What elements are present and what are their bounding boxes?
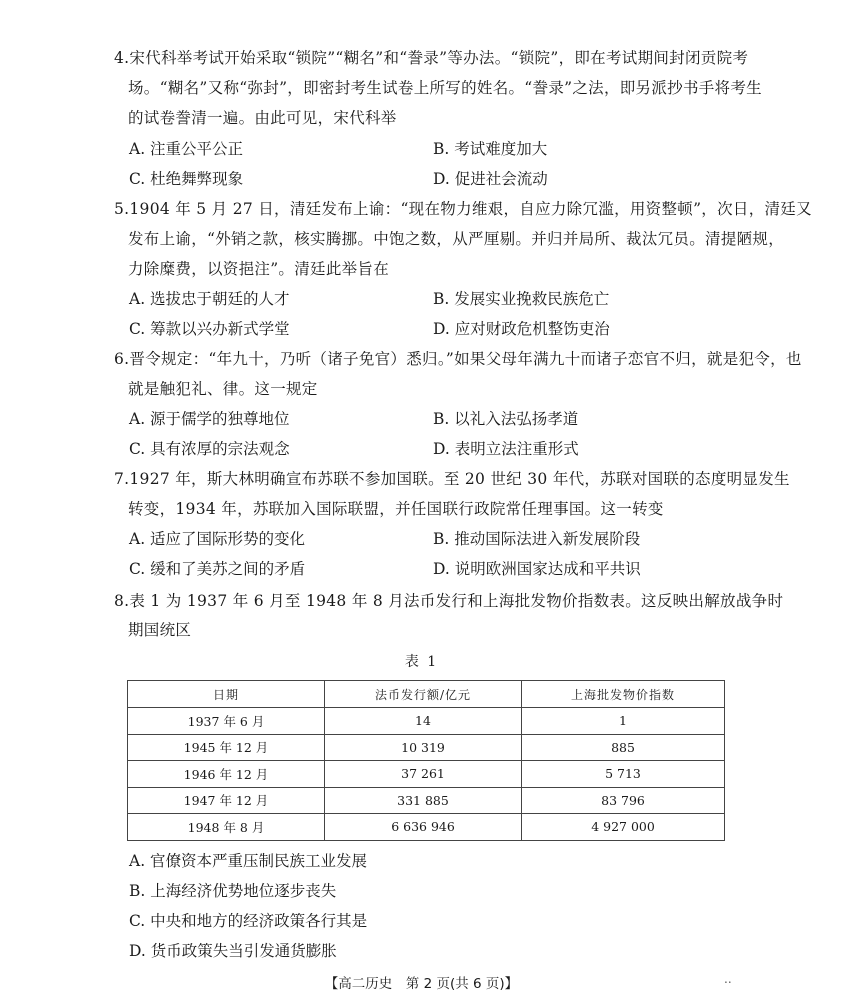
q7-option-a: A. 适应了国际形势的变化 [129,530,306,548]
q5-stem-line-3: 力除糜费，以资挹注”。清廷此举旨在 [128,260,390,278]
q5-option-b: B. 发展实业挽救民族危亡 [433,290,610,308]
page-footer: 【高二历史 第 2 页(共 6 页)】 [324,976,519,992]
cell-issuance: 10 319 [325,734,522,761]
table-row [128,708,725,735]
cell-date: 1937 年 6 月 [128,708,325,735]
cell-date: 1946 年 12 月 [128,761,325,788]
cell-date: 1947 年 12 月 [128,787,325,814]
table-row [128,761,725,788]
table-caption: 表 1 [404,654,439,670]
q4-option-c: C. 杜绝舞弊现象 [129,170,244,188]
cell-price-index: 1 [522,708,725,735]
q6-stem-line-1: 6.晋令规定：“年九十，乃听（诸子免官）悉归。”如果父母年满九十而诸子恋官不归，就是犯令，也 [114,350,802,368]
q8-option-c: C. 中央和地方的经济政策各行其是 [129,912,368,930]
q4-option-d: D. 促进社会流动 [433,170,548,188]
cell-date: 1945 年 12 月 [128,734,325,761]
cell-issuance: 14 [325,708,522,735]
table-row [128,787,725,814]
q8-stem-line-1: 8.表 1 为 1937 年 6 月至 1948 年 8 月法币发行和上海批发物价指数表。这反映出解放战争时 [114,592,784,610]
q6-stem-line-2: 就是触犯礼、律。这一规定 [128,380,318,398]
q5-stem-line-2: 发布上谕，“外销之款，核实腾挪。中饱之数，从严厘剔。并归并局所、裁汰冗员。清提陋规， [128,230,785,248]
q5-option-d: D. 应对财政危机整饬吏治 [433,320,610,338]
q8-option-a: A. 官僚资本严重压制民族工业发展 [129,852,368,870]
q5-option-c: C. 筹款以兴办新式学堂 [129,320,290,338]
q8-option-d: D. 货币政策失当引发通货膨胀 [129,942,337,960]
q5-option-a: A. 选拔忠于朝廷的人才 [129,290,290,308]
table-row [128,814,725,841]
cell-price-index: 885 [522,734,725,761]
cell-price-index: 5 713 [522,761,725,788]
q4-stem-line-3: 的试卷誊清一遍。由此可见，宋代科举 [128,109,397,127]
cell-date: 1948 年 8 月 [128,814,325,841]
q7-option-b: B. 推动国际法进入新发展阶段 [433,530,641,548]
currency-price-table [127,680,725,841]
q7-option-c: C. 缓和了美苏之间的矛盾 [129,560,306,578]
q7-stem-line-1: 7.1927 年，斯大林明确宣布苏联不参加国联。至 20 世纪 30 年代，苏联对国联的态度明显发生 [114,470,790,488]
q4-stem-line-2: 场。“糊名”又称“弥封”，即密封考生试卷上所写的姓名。“誊录”之法，即另派抄书手将考生 [128,79,762,97]
cell-issuance: 6 636 946 [325,814,522,841]
q7-stem-line-2: 转变，1934 年，苏联加入国际联盟，并任国联行政院常任理事国。这一转变 [128,500,664,518]
cell-price-index: 83 796 [522,787,725,814]
cell-issuance: 37 261 [325,761,522,788]
table-header-row [128,681,725,708]
q6-option-c: C. 具有浓厚的宗法观念 [129,440,290,458]
header-price-index: 上海批发物价指数 [522,681,725,708]
corner-mark: .. [724,972,732,986]
q4-option-a: A. 注重公平公正 [129,140,244,158]
cell-issuance: 331 885 [325,787,522,814]
q6-option-d: D. 表明立法注重形式 [433,440,579,458]
q8-stem-line-2: 期国统区 [128,621,192,639]
header-issuance: 法币发行额/亿元 [325,681,522,708]
cell-price-index: 4 927 000 [522,814,725,841]
header-date: 日期 [128,681,325,708]
q4-stem-line-1: 4.宋代科举考试开始采取“锁院”“糊名”和“誊录”等办法。“锁院”，即在考试期间封闭贡院考 [114,49,749,67]
q5-stem-line-1: 5.1904 年 5 月 27 日，清廷发布上谕：“现在物力维艰，自应力除冗滥，用资整顿”，次日，清廷又 [114,200,812,218]
q6-option-b: B. 以礼入法弘扬孝道 [433,410,579,428]
table-row [128,734,725,761]
q4-option-b: B. 考试难度加大 [433,140,548,158]
q8-option-b: B. 上海经济优势地位逐步丧失 [129,882,337,900]
q6-option-a: A. 源于儒学的独尊地位 [129,410,290,428]
q7-option-d: D. 说明欧洲国家达成和平共识 [433,560,641,578]
